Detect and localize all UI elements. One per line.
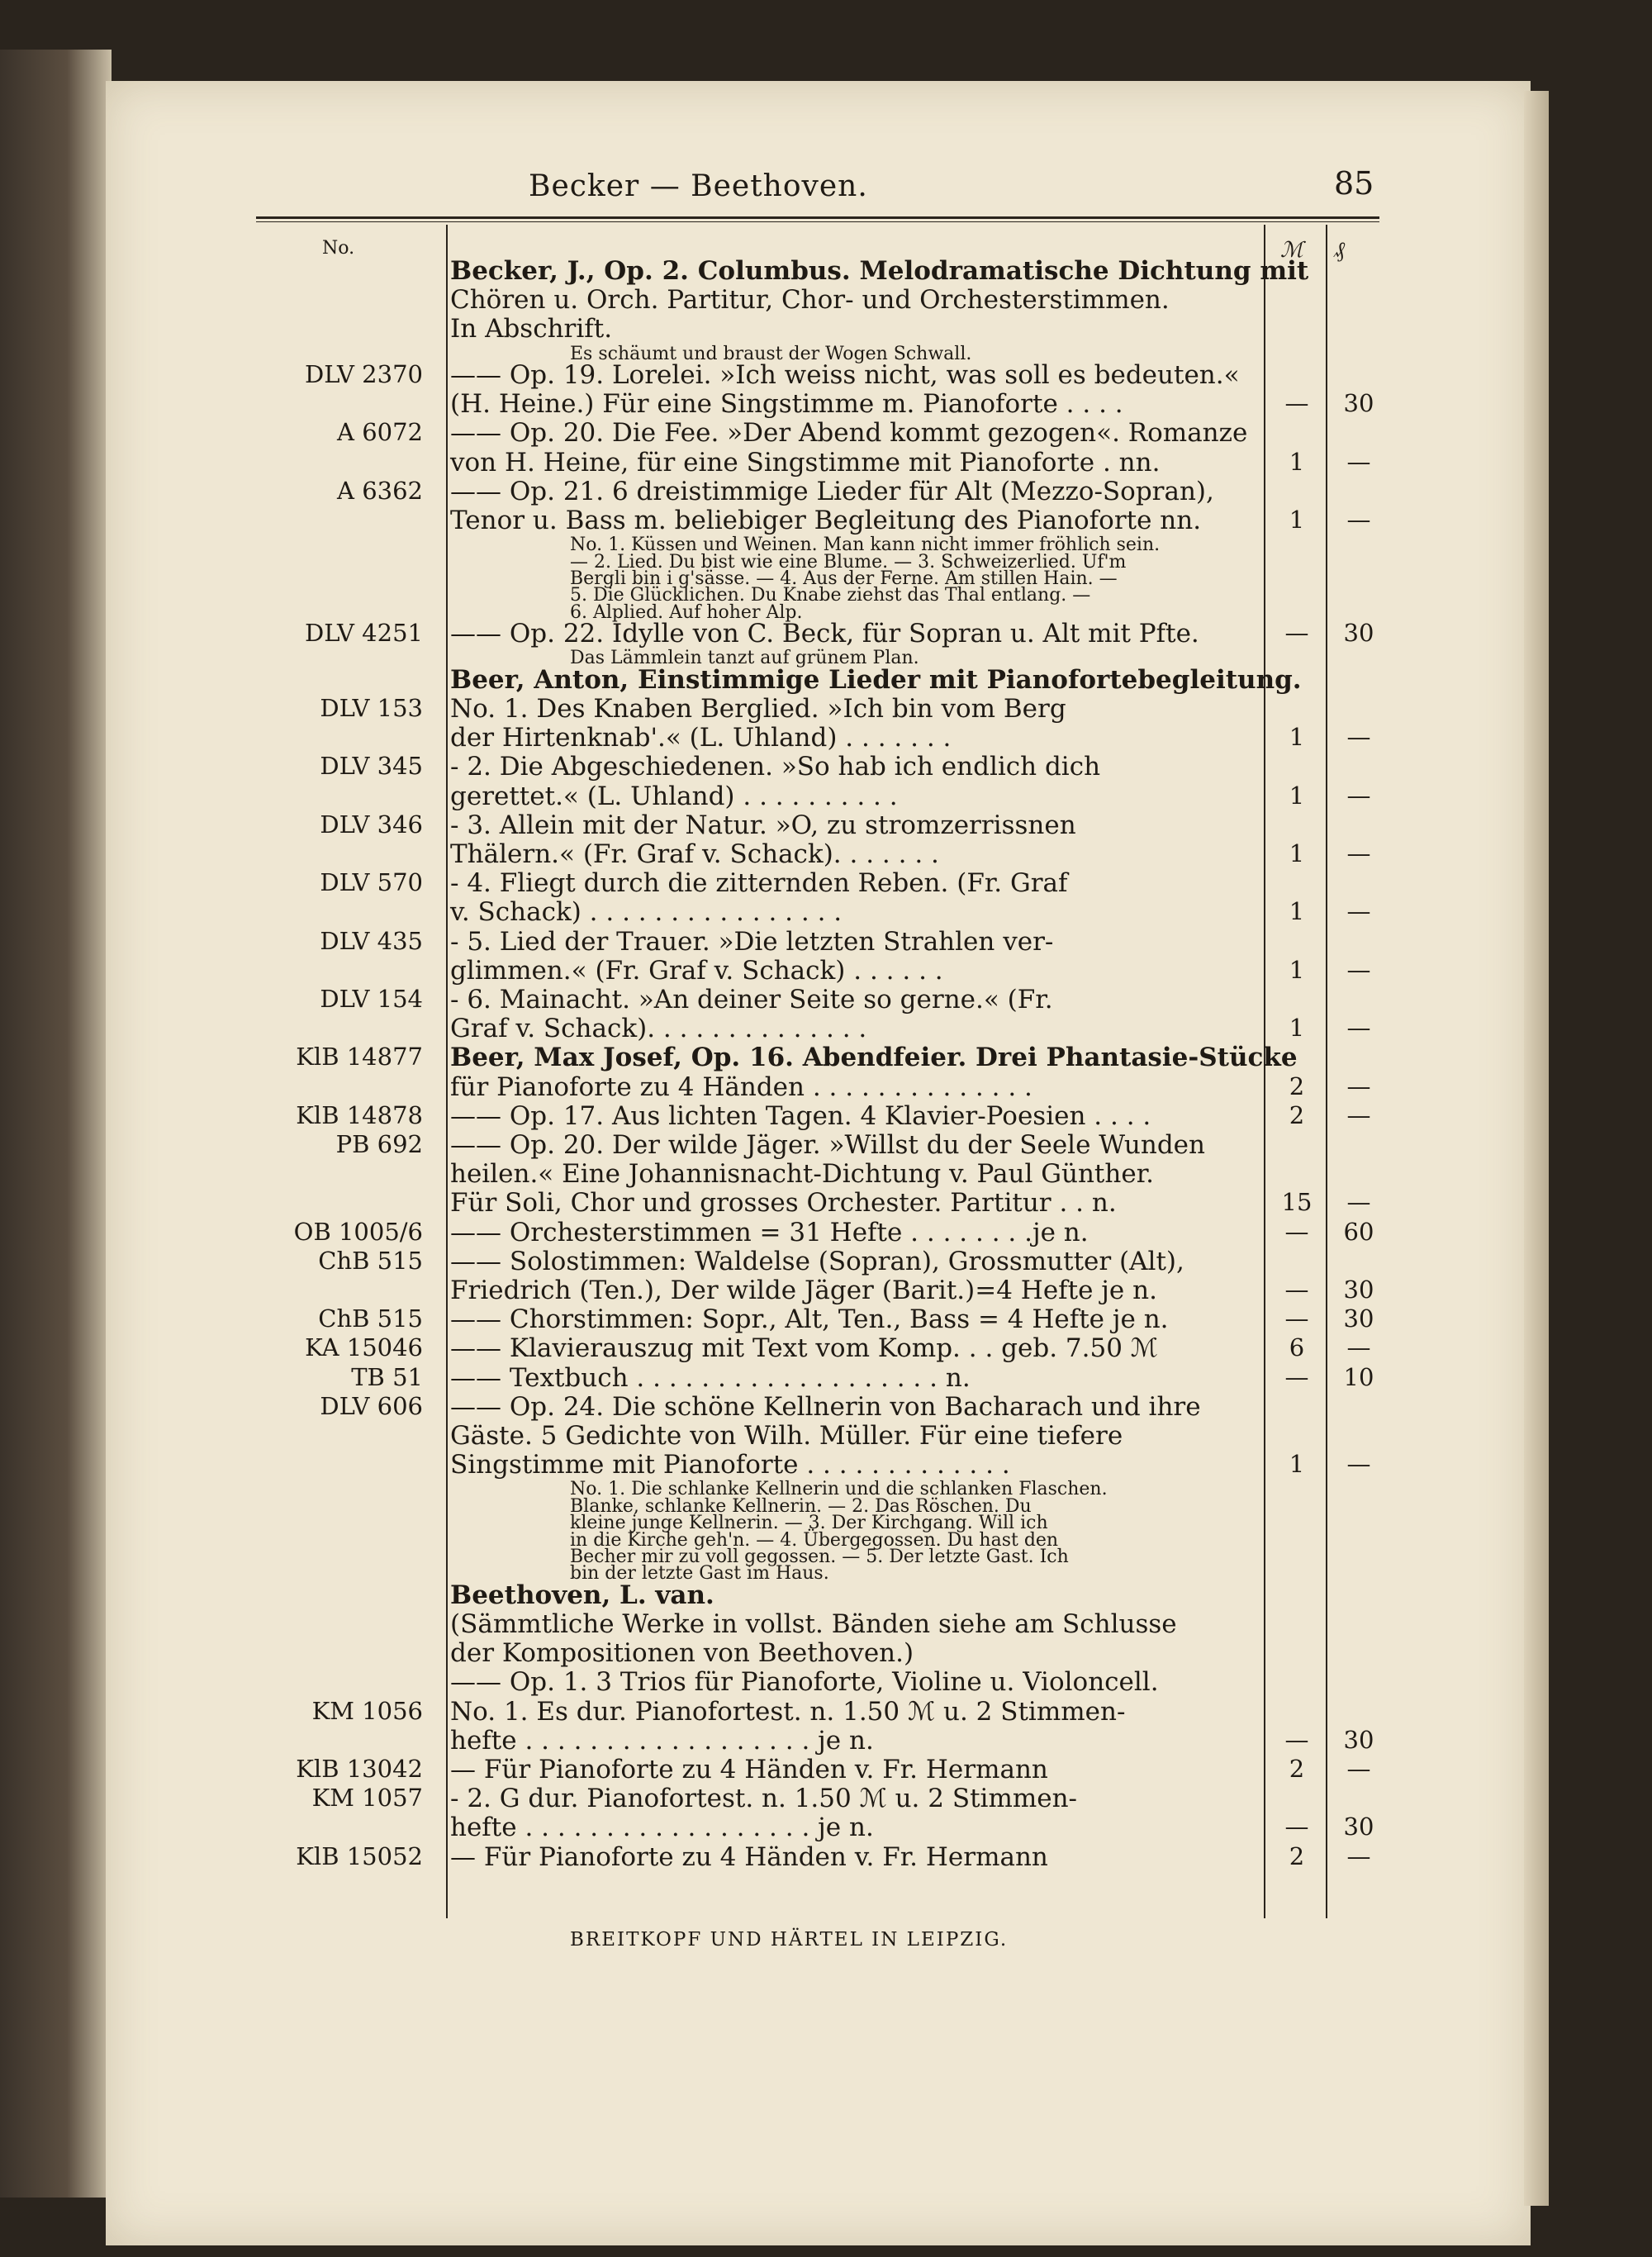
price-pfennig: 30	[1343, 1725, 1374, 1754]
entry-text: der Kompositionen von Beethoven.)	[450, 1638, 914, 1669]
entry-text: —— Textbuch . . . . . . . . . . . . . . . . . . . n.	[450, 1362, 971, 1393]
entry-text: der Hirtenknab'.« (L. Uhland) . . . . . . .	[450, 723, 952, 753]
price-mark: 1	[1289, 955, 1305, 984]
price-mark: 1	[1289, 897, 1305, 926]
price-mark: —	[1284, 1276, 1309, 1304]
catalog-number: TB 51	[351, 1362, 423, 1391]
entry-text: v. Schack) . . . . . . . . . . . . . . . .	[450, 897, 843, 928]
entry-text: Tenor u. Bass m. beliebiger Begleitung des Pianoforte nn.	[450, 506, 1202, 535]
page-edges	[1524, 91, 1549, 2206]
entry-text: - 5. Lied der Trauer. »Die letzten Strahlen ver-	[450, 926, 1054, 957]
catalog-number: PB 692	[335, 1130, 423, 1158]
catalog-number: OB 1005/6	[293, 1217, 423, 1246]
entry-text: für Pianoforte zu 4 Händen . . . . . . . . . . . . . .	[450, 1071, 1032, 1102]
entry-text: Das Lämmlein tanzt auf grünem Plan.	[570, 648, 919, 669]
price-mark: 1	[1289, 781, 1305, 810]
entry-text: Singstimme mit Pianoforte . . . . . . . . . . . . .	[450, 1450, 1010, 1480]
entry-text: —— Orchesterstimmen = 31 Hefte . . . . . . . .je n.	[450, 1217, 1089, 1247]
catalog-number: DLV 570	[320, 868, 423, 897]
price-pfennig: —	[1346, 1841, 1371, 1870]
entry-text: Beer, Max Josef, Op. 16. Abendfeier. Drei Phantasie-Stücke	[450, 1043, 1298, 1073]
entry-text: — 2. Lied. Du bist wie eine Blume. — 3. Schweizerlied. Uf'm	[570, 551, 1127, 573]
entry-text: No. 1. Des Knaben Berglied. »Ich bin vom Berg	[450, 694, 1066, 724]
entry-text: —— Op. 19. Lorelei. »Ich weiss nicht, was soll es bedeuten.«	[450, 360, 1240, 390]
price-mark: —	[1284, 1813, 1309, 1841]
price-mark: —	[1284, 1304, 1309, 1333]
entry-text: —— Op. 24. Die schöne Kellnerin von Bacharach und ihre	[450, 1391, 1201, 1422]
price-mark: 1	[1289, 1450, 1305, 1479]
price-mark: 15	[1281, 1188, 1313, 1217]
column-divider-no	[446, 225, 448, 1918]
price-pfennig: —	[1346, 506, 1371, 534]
entry-text: 6. Alplied. Auf hoher Alp.	[570, 601, 803, 623]
entry-text: —— Op. 1. 3 Trios für Pianoforte, Violine u. Violoncell.	[450, 1667, 1159, 1698]
catalog-number: DLV 606	[320, 1391, 423, 1420]
entry-text: — Für Pianoforte zu 4 Händen v. Fr. Hermann	[450, 1841, 1048, 1872]
entry-text: kleine junge Kellnerin. — 3. Der Kirchgang. Will ich	[570, 1513, 1048, 1534]
entry-text: Thälern.« (Fr. Graf v. Schack). . . . . . .	[450, 839, 939, 869]
entry-text: Gäste. 5 Gedichte von Wilh. Müller. Für eine tiefere	[450, 1421, 1123, 1451]
price-mark: 1	[1289, 839, 1305, 867]
price-pfennig: —	[1346, 781, 1371, 810]
price-pfennig: 30	[1343, 1813, 1374, 1841]
catalog-number: KM 1056	[311, 1696, 423, 1725]
price-mark: —	[1284, 1217, 1309, 1246]
header-rule-thin	[256, 221, 1379, 222]
entry-text: - 3. Allein mit der Natur. »O, zu stromzerrissnen	[450, 810, 1076, 840]
entry-text: hefte . . . . . . . . . . . . . . . . . . je n.	[450, 1813, 874, 1843]
catalog-number: DLV 345	[320, 752, 423, 781]
price-pfennig: —	[1346, 723, 1371, 752]
price-pfennig: —	[1346, 1755, 1371, 1783]
price-mark: 2	[1289, 1755, 1305, 1783]
column-header-mark: ℳ	[1280, 238, 1303, 263]
price-pfennig: —	[1346, 955, 1371, 984]
price-pfennig: 30	[1343, 619, 1374, 648]
entry-text: Becher mir zu voll gegossen. — 5. Der letzte Gast. Ich	[570, 1547, 1069, 1567]
entry-text: —— Klavierauszug mit Text vom Komp. . . geb. 7.50 ℳ	[450, 1333, 1158, 1364]
catalog-number: DLV 346	[320, 810, 423, 839]
catalog-number: DLV 435	[320, 926, 423, 955]
entry-text: (Sämmtliche Werke in vollst. Bänden siehe am Schlusse	[450, 1609, 1177, 1639]
entry-text: Blanke, schlanke Kellnerin. — 2. Das Röschen. Du	[570, 1495, 1032, 1517]
catalog-number: KlB 14877	[296, 1043, 423, 1071]
entry-text: Es schäumt und braust der Wogen Schwall.	[570, 343, 972, 364]
catalog-number: ChB 515	[318, 1246, 423, 1275]
catalog-number: A 6362	[337, 476, 423, 505]
entry-text: —— Op. 21. 6 dreistimmige Lieder für Alt (Mezzo-Sopran),	[450, 476, 1214, 506]
column-header-no: No.	[322, 238, 355, 259]
catalog-number: DLV 153	[320, 694, 423, 722]
catalog-number: A 6072	[337, 418, 423, 447]
price-mark: —	[1284, 389, 1309, 418]
entry-text: - 6. Mainacht. »An deiner Seite so gerne.« (Fr.	[450, 985, 1053, 1014]
price-mark: —	[1284, 1362, 1309, 1391]
entry-text: No. 1. Küssen und Weinen. Man kann nicht immer fröhlich sein.	[570, 535, 1161, 556]
catalog-number: ChB 515	[318, 1304, 423, 1333]
entry-text: heilen.« Eine Johannisnacht-Dichtung v. Paul Günther.	[450, 1159, 1154, 1190]
price-pfennig: —	[1346, 839, 1371, 867]
entry-text: glimmen.« (Fr. Graf v. Schack) . . . . . .	[450, 955, 943, 986]
price-mark: —	[1284, 1725, 1309, 1754]
price-pfennig: 30	[1343, 389, 1374, 418]
entry-text: —— Op. 20. Der wilde Jäger. »Willst du der Seele Wunden	[450, 1130, 1205, 1160]
entry-text: —— Op. 20. Die Fee. »Der Abend kommt gezogen«. Romanze	[450, 418, 1248, 449]
price-pfennig: —	[1346, 1071, 1371, 1100]
entry-text: Bergli bin i g'sässe. — 4. Aus der Ferne. Am stillen Hain. —	[570, 568, 1118, 589]
running-title: Becker — Beethoven.	[529, 169, 868, 203]
entry-text: —— Op. 17. Aus lichten Tagen. 4 Klavier-Poesien . . . .	[450, 1100, 1151, 1131]
price-mark: 1	[1289, 447, 1305, 476]
entry-text: 5. Die Glücklichen. Du Knabe ziehst das Thal entlang. —	[570, 585, 1091, 606]
price-mark: —	[1284, 619, 1309, 648]
header-rule	[256, 216, 1379, 219]
price-mark: 6	[1289, 1333, 1305, 1362]
price-mark: 1	[1289, 723, 1305, 752]
catalog-number: KlB 15052	[296, 1841, 423, 1870]
entry-text: Beer, Anton, Einstimmige Lieder mit Pianofortebegleitung.	[450, 664, 1302, 695]
entry-text: —— Solostimmen: Waldelse (Sopran), Grossmutter (Alt),	[450, 1246, 1184, 1276]
price-pfennig: —	[1346, 1100, 1371, 1129]
catalog-number: DLV 2370	[304, 360, 423, 388]
page-number: 85	[1334, 165, 1374, 202]
entry-text: hefte . . . . . . . . . . . . . . . . . . je n.	[450, 1725, 874, 1756]
catalog-number: KlB 13042	[296, 1755, 423, 1783]
catalog-number: KlB 14878	[296, 1100, 423, 1129]
price-pfennig: —	[1346, 447, 1371, 476]
price-pfennig: —	[1346, 1450, 1371, 1479]
entry-text: bin der letzte Gast im Haus.	[570, 1563, 829, 1585]
entry-text: in die Kirche geh'n. — 4. Übergegossen. Du hast den	[570, 1529, 1059, 1551]
catalog-number: KM 1057	[311, 1784, 423, 1813]
price-pfennig: —	[1346, 1014, 1371, 1043]
entry-text: No. 1. Es dur. Pianofortest. n. 1.50 ℳ u. 2 Stimmen-	[450, 1696, 1126, 1727]
entry-text: — Für Pianoforte zu 4 Händen v. Fr. Hermann	[450, 1755, 1048, 1784]
price-mark: 1	[1289, 506, 1305, 534]
catalog-number: DLV 154	[320, 985, 423, 1013]
price-mark: 2	[1289, 1100, 1305, 1129]
price-pfennig: —	[1346, 1188, 1371, 1217]
price-mark: 2	[1289, 1071, 1305, 1100]
entry-text: No. 1. Die schlanke Kellnerin und die schlanken Flaschen.	[570, 1479, 1108, 1500]
price-pfennig: 30	[1343, 1276, 1374, 1304]
price-pfennig: —	[1346, 897, 1371, 926]
entry-text: Beethoven, L. van.	[450, 1580, 714, 1610]
book-spine	[0, 50, 112, 2198]
entry-text: - 2. Die Abgeschiedenen. »So hab ich endlich dich	[450, 752, 1101, 782]
entry-text: —— Chorstimmen: Sopr., Alt, Ten., Bass = 4 Hefte je n.	[450, 1304, 1169, 1335]
entry-text: Friedrich (Ten.), Der wilde Jäger (Barit.)=4 Hefte je n.	[450, 1276, 1157, 1305]
entry-text: Becker, J., Op. 2. Columbus. Melodramatische Dichtung mit	[450, 256, 1309, 286]
entry-text: Graf v. Schack). . . . . . . . . . . . . .	[450, 1014, 867, 1044]
entry-text: von H. Heine, für eine Singstimme mit Pianoforte . nn.	[450, 447, 1161, 478]
price-pfennig: 30	[1343, 1304, 1374, 1333]
price-mark: 1	[1289, 1014, 1305, 1043]
entry-text: Chören u. Orch. Partitur, Chor- und Orchesterstimmen.	[450, 285, 1170, 316]
entry-text: In Abschrift.	[450, 314, 613, 344]
price-pfennig: —	[1346, 1333, 1371, 1362]
price-mark: 2	[1289, 1841, 1305, 1870]
entry-text: - 2. G dur. Pianofortest. n. 1.50 ℳ u. 2 Stimmen-	[450, 1784, 1078, 1814]
price-pfennig: 10	[1343, 1362, 1374, 1391]
price-pfennig: 60	[1343, 1217, 1374, 1246]
catalog-number: DLV 4251	[304, 619, 423, 648]
publisher-footer: BREITKOPF UND HÄRTEL IN LEIPZIG.	[570, 1929, 1009, 1951]
entry-text: (H. Heine.) Für eine Singstimme m. Pianoforte . . . .	[450, 389, 1123, 420]
entry-text: Für Soli, Chor und grosses Orchester. Partitur . . n.	[450, 1188, 1117, 1219]
entry-text: - 4. Fliegt durch die zitternden Reben. (Fr. Graf	[450, 868, 1068, 899]
entry-text: gerettet.« (L. Uhland) . . . . . . . . . .	[450, 781, 898, 811]
catalog-number: KA 15046	[305, 1333, 423, 1362]
entry-text: —— Op. 22. Idylle von C. Beck, für Sopran u. Alt mit Pfte.	[450, 619, 1199, 649]
column-header-pfennig: ₰	[1334, 238, 1345, 263]
